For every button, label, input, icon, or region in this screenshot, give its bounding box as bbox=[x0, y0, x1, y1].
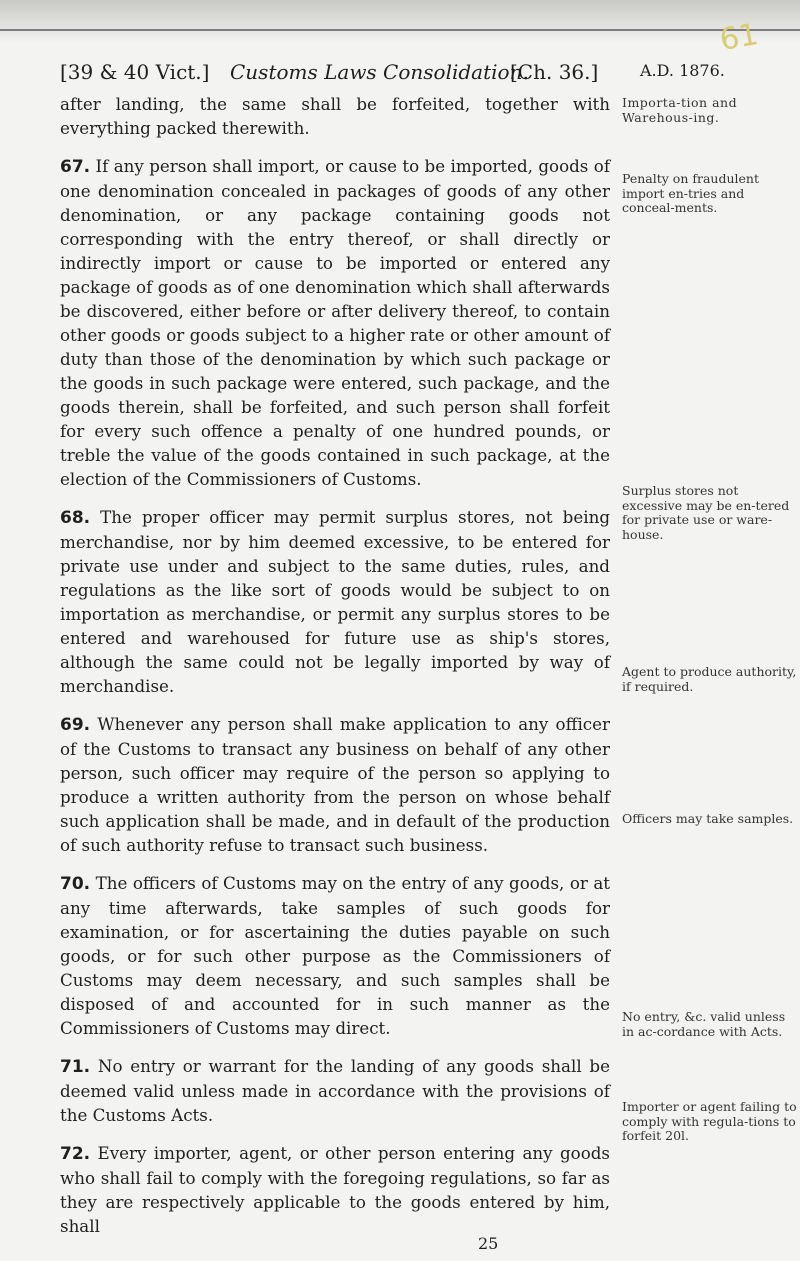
section-72: 72. Every importer, agent, or other person entering any goods who shall fail to comply with the foregoing regulations, so far as they are respectively applicable to the goods entered by him, shall bbox=[60, 1143, 610, 1236]
section-number: 68. bbox=[60, 508, 91, 528]
running-header bbox=[60, 60, 800, 90]
section-number: 71. bbox=[60, 1057, 91, 1077]
body-text bbox=[60, 92, 610, 1238]
handwritten-page-number: 61 bbox=[717, 16, 761, 59]
section-number: 67. bbox=[60, 157, 91, 177]
section-69: 69. Whenever any person shall make application to any officer of the Customs to transact any business on behalf of any other person, such officer may require of the person so applying to produce a written authority from the person on whose behalf such application shall be made, and in default of the production of such authority refuse to transact such business. bbox=[60, 714, 610, 855]
signature-folio: 25 bbox=[478, 1234, 499, 1253]
section-67: 67. If any person shall import, or cause to be imported, goods of one denomination concealed in packages of goods of any other denomination, or any package containing goods not corresponding with the entry thereof, or shall directly or indirectly import or cause to be imported or entered any package of goods as of one denomination which shall afterwards be discovered, either before or after delivery thereof, to contain other goods or goods subject to a higher rate or other amount of duty than those of the denomination by which such package or the goods in such package were entered, such package, and the goods therein, shall be forfeited, and such person shall forfeit for every such offence a penalty of one hundred pounds, or treble the value of the goods contained in such package, at the election of the Commissioners of Customs. bbox=[60, 156, 610, 489]
chapter-number: [Ch. 36.] bbox=[510, 60, 599, 84]
section-71: 71. No entry or warrant for the landing of any goods shall be deemed valid unless made in accordance with the provisions of the Customs Acts. bbox=[60, 1056, 610, 1125]
section-68: 68. The proper officer may permit surplus stores, not being merchandise, nor by him deemed excessive, to be entered for private use under and subject to the same duties, rules, and regulations as the like sort of goods would be subject to on importation as merchandise, or permit any surplus stores to be entered and warehoused for future use as ship's stores, although the same could not be legally imported by way of merchandise. bbox=[60, 507, 610, 696]
page-edge bbox=[0, 0, 800, 44]
margin-note-importation: Importa-tion and Warehous-ing. bbox=[622, 95, 738, 125]
section-70: 70. The officers of Customs may on the entry of any goods, or at any time afterwards, take samples of such goods for examination, or for ascertaining the duties payable on such goods, or for such other purpose as the Commissioners of Customs may deem necessary, and such samples shall be disposed of and accounted for in such manner as the Commissioners of Customs may direct. bbox=[60, 873, 610, 1038]
margin-note-69: Agent to produce authority, if required. bbox=[622, 664, 797, 694]
margin-note-72: Importer or agent failing to comply with regula-tions to forfeit 20l. bbox=[622, 1099, 797, 1143]
section-continuation: after landing, the same shall be forfeited, together with everything packed therewith. bbox=[60, 94, 610, 138]
margin-note-70: Officers may take samples. bbox=[622, 811, 794, 826]
regnal-year: [39 & 40 Vict.] bbox=[60, 60, 210, 84]
year-anno-domini: A.D. 1876. bbox=[640, 61, 725, 80]
section-number: 72. bbox=[60, 1144, 91, 1164]
act-title: Customs Laws Consolidation. bbox=[230, 60, 529, 84]
scan-edge-rule bbox=[0, 29, 800, 31]
margin-note-68: Surplus stores not excessive may be en-tered for private use or ware-house. bbox=[622, 483, 790, 542]
section-number: 70. bbox=[60, 874, 91, 894]
section-number: 69. bbox=[60, 715, 91, 735]
margin-note-67: Penalty on fraudulent import en-tries and conceal-ments. bbox=[622, 171, 759, 215]
margin-note-71: No entry, &c. valid unless in ac-cordance with Acts. bbox=[622, 1009, 786, 1039]
